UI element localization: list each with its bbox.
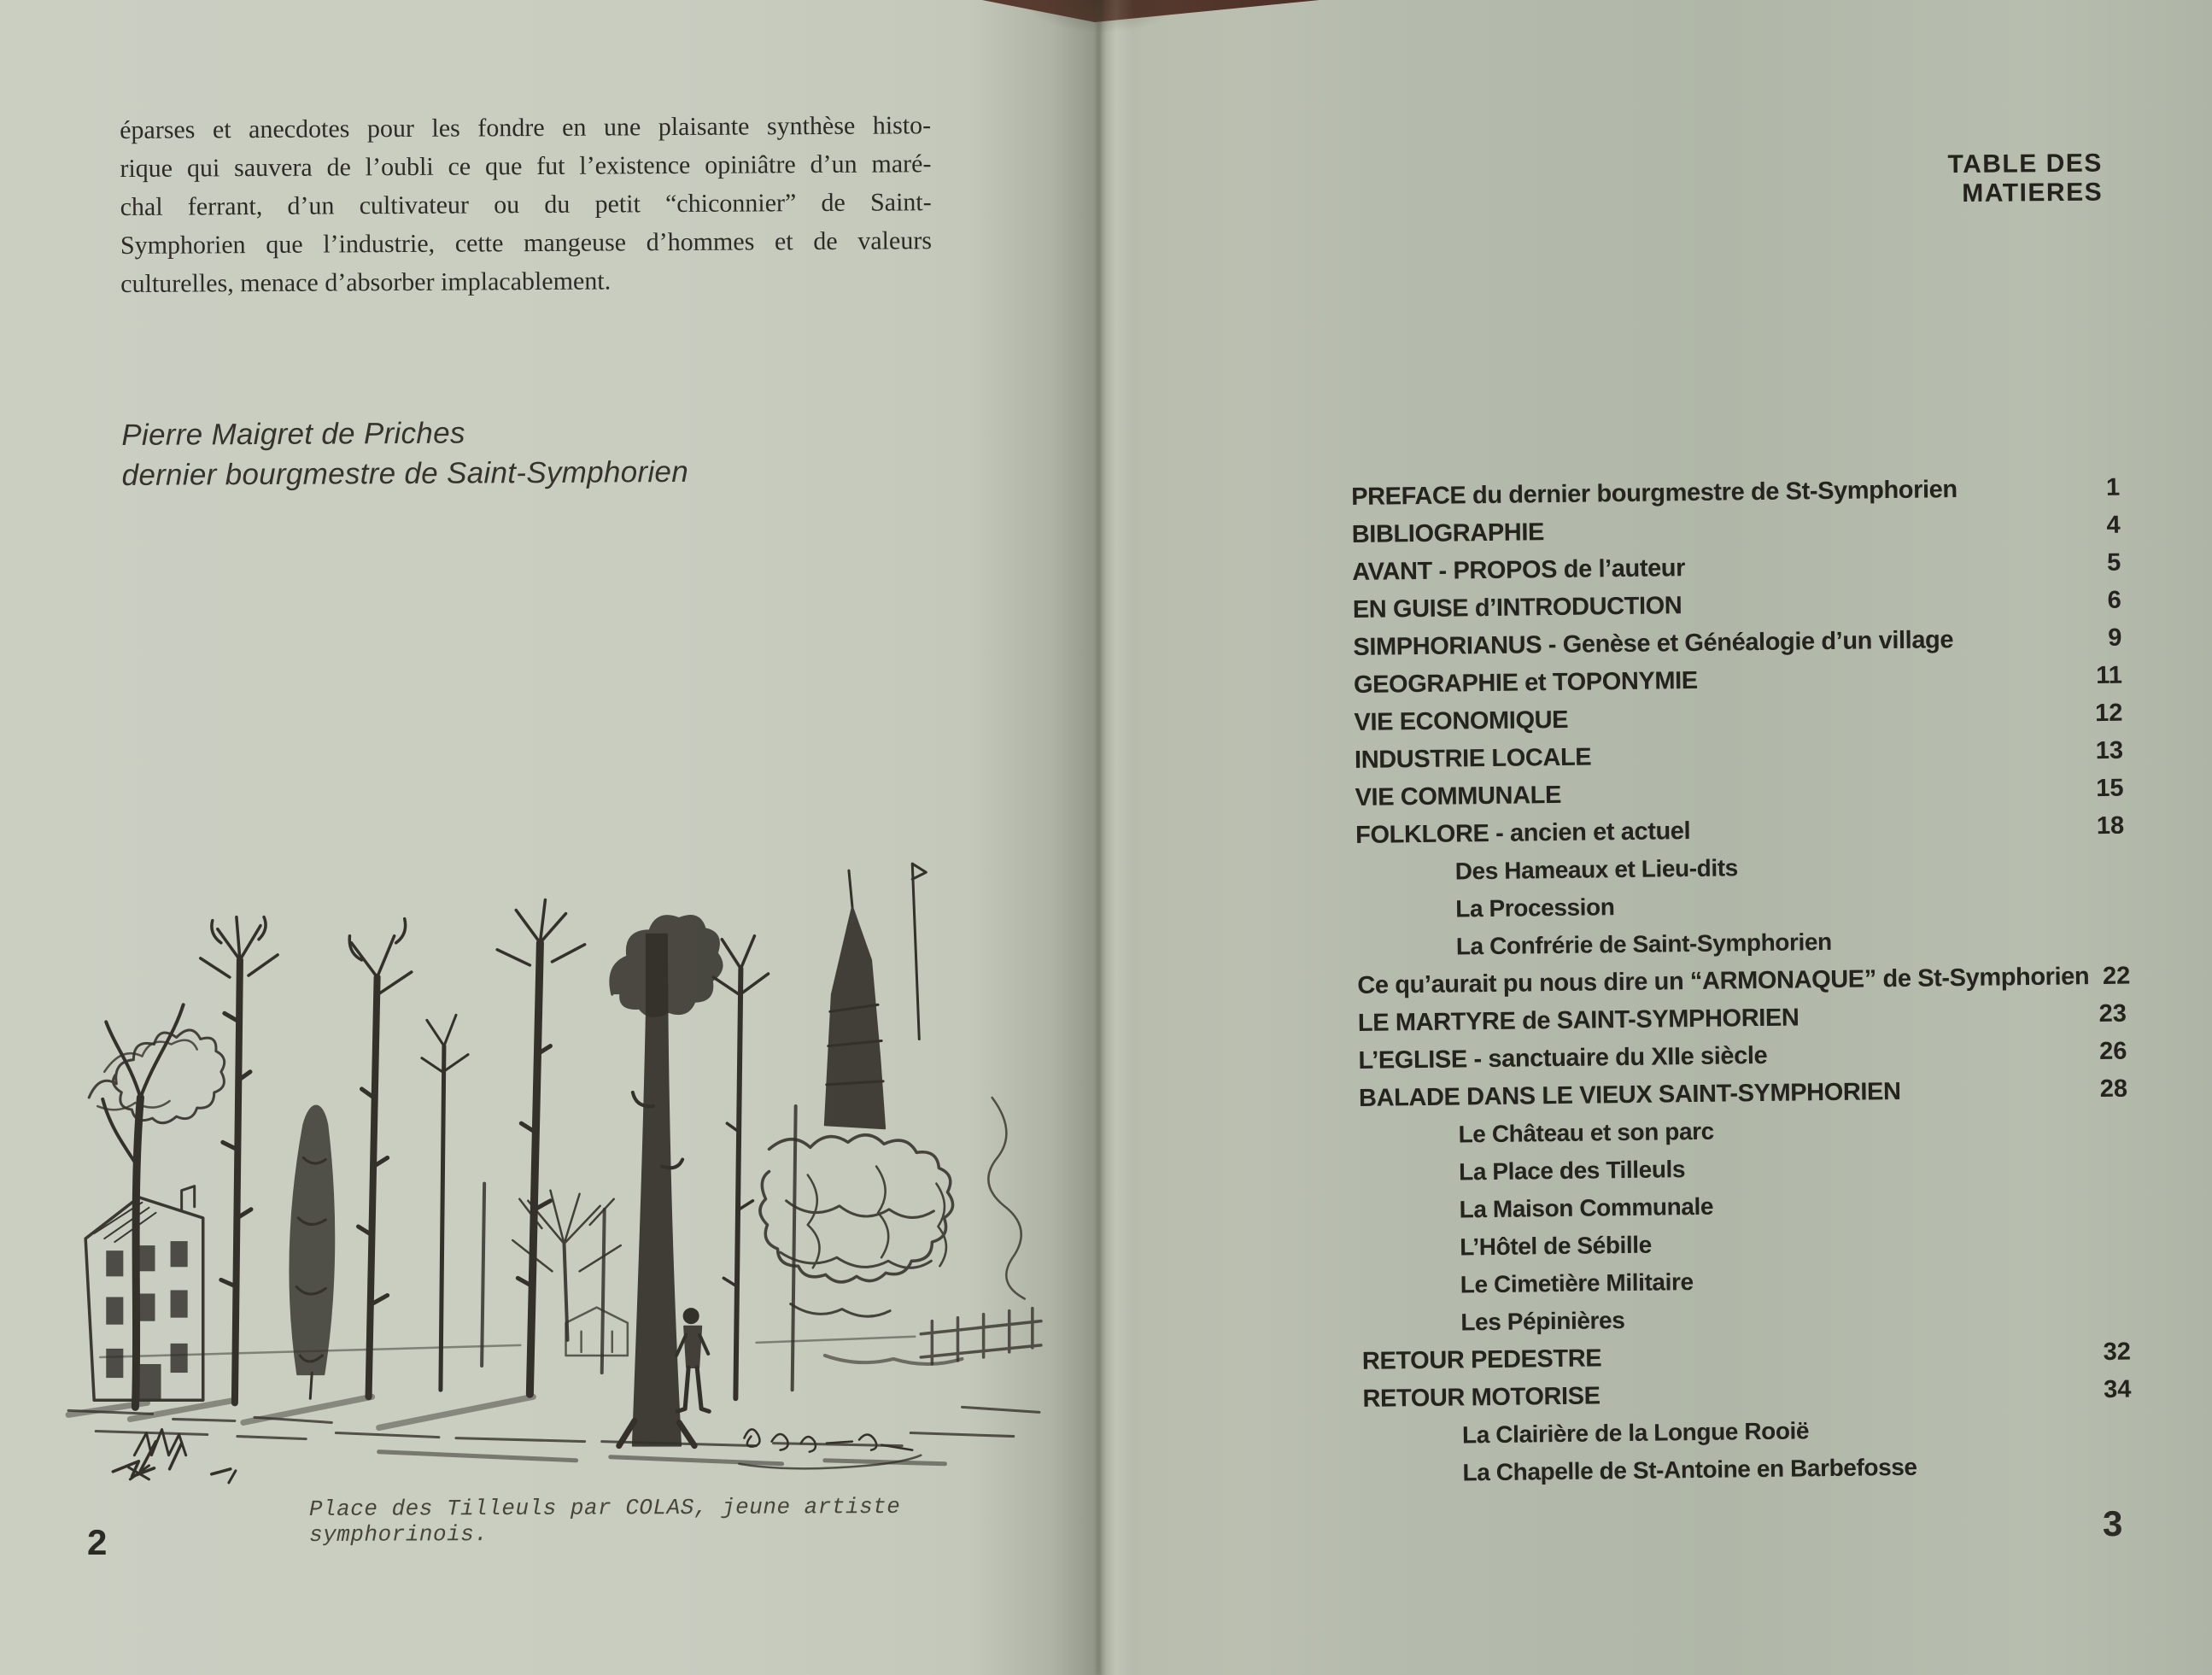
toc-label: VIE ECONOMIQUE [1354, 706, 1569, 736]
toc-label: BIBLIOGRAPHIE [1351, 518, 1545, 548]
toc-page-number [2088, 1247, 2129, 1248]
toc-label: L’Hôtel de Sébille [1460, 1231, 1653, 1261]
toc-page-number: 9 [2108, 624, 2122, 652]
toc-label: EN GUISE d’INTRODUCTION [1352, 592, 1682, 624]
left-page [120, 106, 933, 492]
toc-label: La Confrérie de Saint-Symphorien [1455, 928, 1832, 960]
toc-label: BALADE DANS LE VIEUX SAINT-SYMPHORIEN [1358, 1077, 1901, 1112]
toc-page-number: 11 [2096, 661, 2123, 690]
page-number-right: 3 [2103, 1503, 2123, 1543]
tree-sketch-illustration [53, 840, 1065, 1493]
toc-label: FOLKLORE - ancien et actuel [1355, 817, 1691, 849]
toc-page-number: 1 [2105, 473, 2121, 501]
toc-page-number: 15 [2096, 774, 2124, 803]
toc-label: La Place des Tilleuls [1458, 1156, 1686, 1186]
toc-page-number: 5 [2106, 548, 2121, 577]
toc-page-number: 34 [2103, 1375, 2132, 1404]
toc-label: La Maison Communale [1459, 1192, 1714, 1223]
toc-label: AVANT - PROPOS de l’auteur [1352, 554, 1686, 586]
toc-page-number: 6 [2107, 586, 2121, 614]
paragraph-line: éparses et anecdotes pour les fondre en une plaisante synthèse histo- [120, 111, 932, 144]
toc-page-number: 4 [2106, 511, 2121, 539]
toc-label: VIE COMMUNALE [1355, 781, 1562, 811]
toc-heading: TABLE DES MATIERES [1947, 149, 2104, 208]
signature-line: dernier bourgmestre de Saint-Symphorien [121, 454, 689, 492]
toc-page-number: 28 [2099, 1075, 2128, 1104]
paragraph-line: chal ferrant, d’un cultivateur ou du petit “chiconnier” de Saint- [120, 188, 932, 221]
toc-page-number: 18 [2096, 811, 2125, 840]
toc-label: La Chapelle de St-Antoine en Barbefosse [1462, 1453, 1917, 1486]
author-signature [121, 412, 688, 495]
toc-label: GEOGRAPHIE et TOPONYMIE [1353, 666, 1698, 699]
paragraph-line: Symphorien que l’industrie, cette mangeuse d’hommes et de valeurs [120, 226, 933, 260]
toc-page-number [2085, 946, 2126, 947]
toc-page-number: 26 [2098, 1037, 2127, 1066]
toc-label: PREFACE du dernier bourgmestre de St-Symphorien [1351, 476, 1957, 511]
toc-page-number [2084, 909, 2125, 910]
toc-label: Les Pépinières [1460, 1307, 1625, 1336]
toc-page-number: 23 [2098, 999, 2127, 1028]
pollard-tree [201, 917, 278, 1403]
page-number-left: 2 [87, 1522, 108, 1562]
table-of-contents [1351, 474, 2133, 1498]
toc-page-number [2089, 1285, 2130, 1286]
toc-page-number [2091, 1435, 2132, 1436]
toc-page-number [2087, 1134, 2128, 1135]
signature-line: Pierre Maigret de Priches [121, 416, 465, 452]
illustration-caption: Place des Tilleuls par COLAS, jeune artiste symphorinois. [308, 1493, 901, 1548]
toc-label: Des Hameaux et Lieu-dits [1454, 854, 1739, 885]
toc-label: RETOUR PEDESTRE [1361, 1344, 1602, 1375]
toc-page-number [2084, 871, 2125, 872]
toc-label: SIMPHORIANUS - Genèse et Généalogie d’un village [1353, 626, 1954, 661]
toc-label: La Clairière de la Longue Rooië [1461, 1417, 1810, 1449]
paragraph-line: rique qui sauvera de l’oubli ce que fut l’existence opiniâtre d’un maré- [120, 149, 932, 183]
paragraph-line: culturelles, menace d’absorber implacablement. [120, 266, 612, 298]
toc-label: INDUSTRIE LOCALE [1354, 743, 1592, 774]
toc-page-number [2089, 1322, 2130, 1323]
toc-label: Le Cimetière Militaire [1460, 1268, 1694, 1298]
pollard-tree-2 [349, 919, 412, 1397]
toc-label: Ce qu’aurait pu nous dire un “ARMONAQUE” de St-Symphorien [1357, 963, 2090, 999]
toc-page-number: 13 [2095, 736, 2124, 765]
toc-label: L’EGLISE - sanctuaire du XIIe siècle [1358, 1041, 1768, 1075]
toc-label: La Procession [1455, 893, 1615, 922]
figure-sketch [676, 1309, 709, 1412]
toc-label: Le Château et son parc [1458, 1117, 1715, 1148]
toc-page-number [2087, 1172, 2128, 1173]
large-tree [611, 916, 722, 1445]
intro-paragraph [120, 106, 932, 303]
toc-page-number: 22 [2102, 962, 2131, 990]
toc-page-number [2088, 1209, 2129, 1210]
house-sketch [85, 1186, 203, 1401]
toc-label: RETOUR MOTORISE [1362, 1382, 1600, 1413]
church-spire [825, 864, 926, 1128]
toc-label: LE MARTYRE de SAINT-SYMPHORIEN [1357, 1004, 1799, 1037]
spine-crease-line [1097, 0, 1100, 1675]
toc-page-number: 32 [2103, 1338, 2132, 1367]
toc-page-number: 12 [2094, 699, 2123, 728]
